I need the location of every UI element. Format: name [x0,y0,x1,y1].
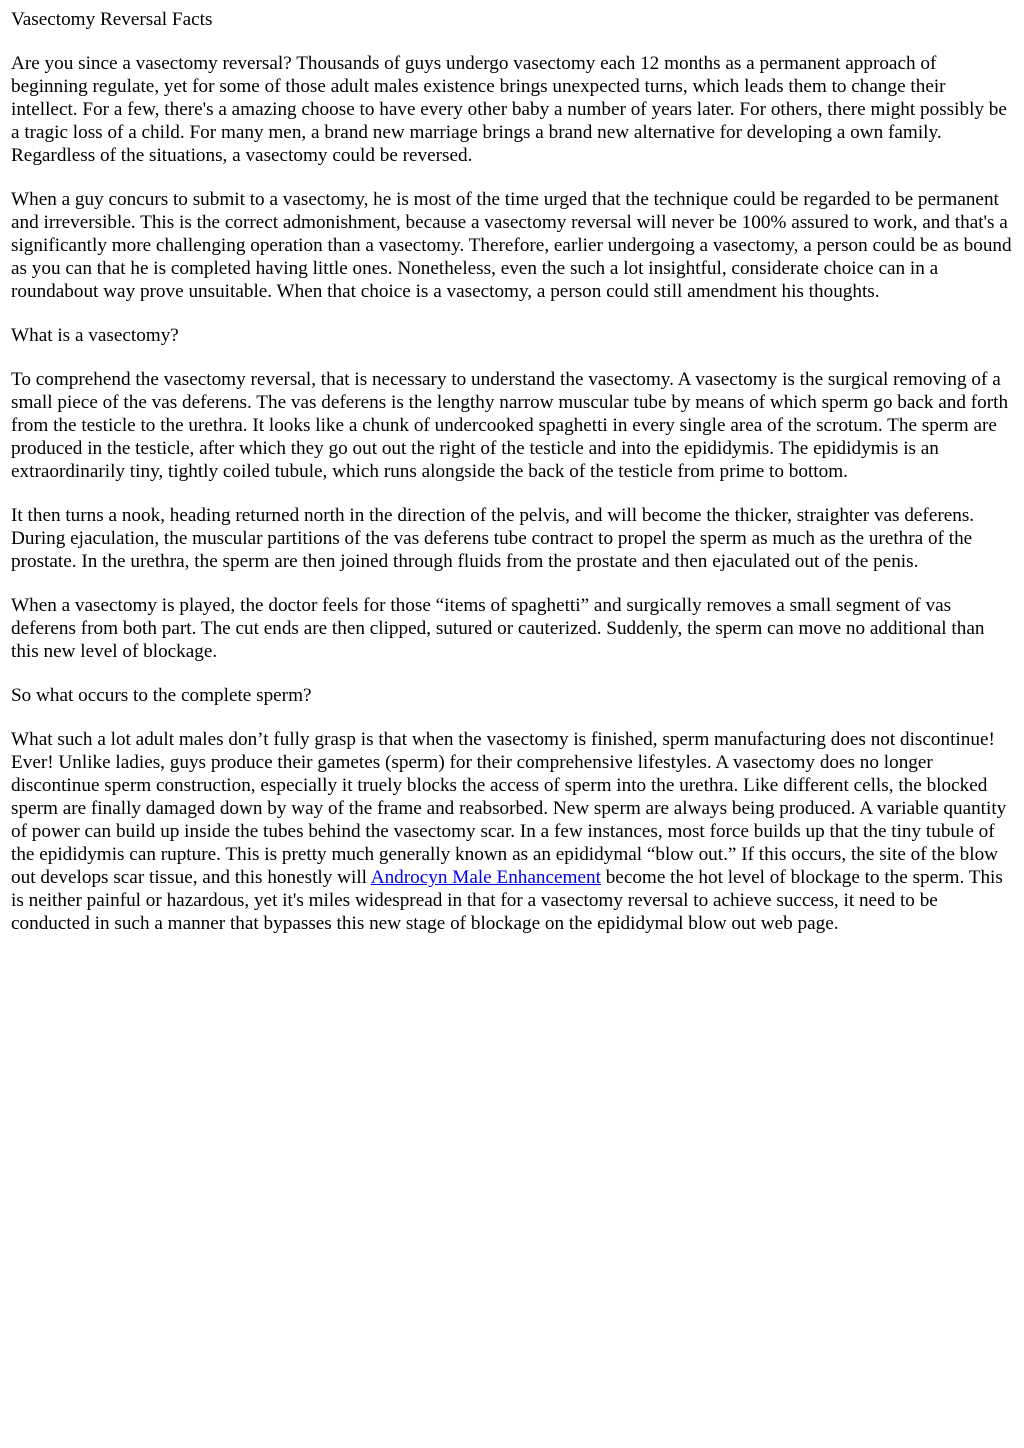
document-title: Vasectomy Reversal Facts [11,9,213,30]
paragraph-intro: Are you since a vasectomy reversal? Thousands of guys undergo vasectomy each 12 months as a permanent approach of beginning regulate, yet for some of those adult males existence brings unexpected turns, which leads them to change their intellect. For a few, there's a amazing choose to have every other baby a number of years later. For others, there might possibly be a tragic loss of a child. For many men, a brand new marriage brings a brand new alternative for developing a own family. Regardless of the situations, a vasectomy could be reversed. [11,53,1007,166]
paragraph-procedure: When a vasectomy is played, the doctor feels for those “items of spaghetti” and surgically removes a small segment of vas deferens from both part. The cut ends are then clipped, sutured or cauterized. Suddenly, the sperm can move no additional than this new level of blockage. [11,595,985,662]
androcyn-link[interactable]: Androcyn Male Enhancement [370,867,601,888]
paragraph-permanence: When a guy concurs to submit to a vasectomy, he is most of the time urged that the technique could be regarded to be permanent and irreversible. This is the correct admonishment, because a vasectomy reversal will never be 100% assured to work, and that's a significantly more challenging operation than a vasectomy. Therefore, earlier undergoing a vasectomy, a person could be as bound as you can that he is completed having little ones. Nonetheless, even the such a lot insightful, considerate choice can in a roundabout way prove unsuitable. When that choice is a vasectomy, a person could still amendment his thoughts. [11,189,1012,302]
paragraph-sperm-production [11,728,1016,935]
paragraph-vasectomy-definition: To comprehend the vasectomy reversal, that is necessary to understand the vasectomy. A vasectomy is the surgical removing of a small piece of the vas deferens. The vas deferens is the lengthy narrow muscular tube by means of which sperm go back and forth from the testicle to the urethra. It looks like a chunk of undercooked spaghetti in every single area of the scrotum. The sperm are produced in the testicle, after which they go out out the right of the testicle and into the epididymis. The epididymis is an extraordinarily tiny, tightly coiled tubule, which runs alongside the back of the testicle from prime to bottom. [11,369,1009,482]
paragraph-vas-deferens-path: It then turns a nook, heading returned north in the direction of the pelvis, and will become the thicker, straighter vas deferens. During ejaculation, the muscular partitions of the vas deferens tube contract to propel the sperm as much as the urethra of the prostate. In the urethra, the sperm are then joined through fluids from the prostate and then ejaculated out of the penis. [11,505,975,572]
section-heading-what-is-vasectomy: What is a vasectomy? [11,325,179,346]
paragraph-text-after-link: become the hot level of blockage to the sperm. This is neither painful or hazardous, yet it's miles widespread in that for a vasectomy reversal to achieve success, it need to be conducted in such a manner that bypasses this new stage of blockage on the epididymal blow out web page. [11,867,1003,934]
paragraph-text-before-link: What such a lot adult males don’t fully grasp is that when the vasectomy is finished, sperm manufacturing does not discontinue! Ever! Unlike ladies, guys produce their gametes (sperm) for their comprehensive lifestyles. A vasectomy does no longer discontinue sperm construction, especially it truely blocks the access of sperm into the urethra. Like different cells, the blocked sperm are finally damaged down by way of the frame and reabsorbed. New sperm are always being produced. A variable quantity of power can build up inside the tubes behind the vasectomy scar. In a few instances, most force builds up that the tiny tubule of the epididymis can rupture. This is pretty much generally known as an epididymal “blow out.” If this occurs, the site of the blow out develops scar tissue, and this honestly will [11,729,1007,888]
section-heading-sperm: So what occurs to the complete sperm? [11,685,312,706]
